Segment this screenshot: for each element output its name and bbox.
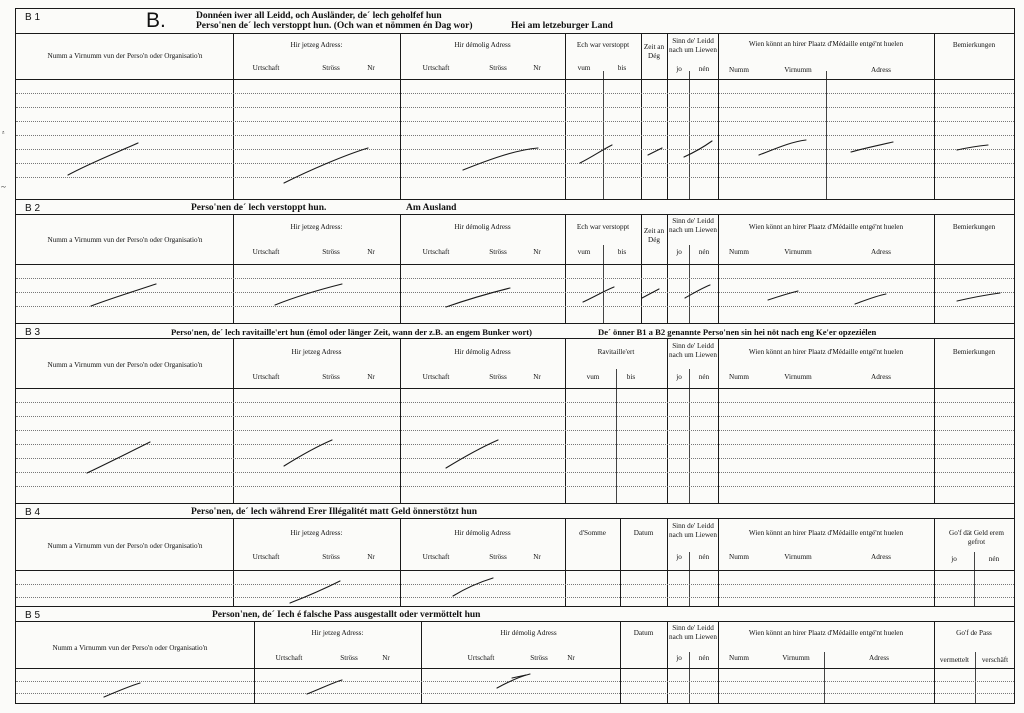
col-remarks-header: Bemierkungen bbox=[952, 41, 996, 49]
sub-nr: Nr bbox=[533, 553, 541, 561]
col-divider bbox=[934, 34, 935, 199]
col-divider bbox=[718, 622, 719, 703]
row-line bbox=[16, 107, 1014, 108]
row-line bbox=[16, 306, 1014, 307]
row-line bbox=[16, 597, 1014, 598]
col-medal-header: Wien könnt an hirer Plaatz d'Médaille entgé'nt huelen bbox=[748, 223, 904, 231]
sub-address: Adress bbox=[871, 248, 891, 256]
col-current-address-header: Hir jetzeg Adress: bbox=[311, 629, 364, 637]
sub-street: Ströss bbox=[489, 64, 507, 72]
section-code: B 2 bbox=[25, 203, 41, 214]
header-body-separator bbox=[16, 570, 1014, 571]
sub-nr: Nr bbox=[382, 654, 390, 662]
col-divider bbox=[565, 339, 566, 503]
col-time-header: Zeit an Dég bbox=[643, 43, 665, 60]
row-line bbox=[16, 402, 1014, 403]
section-b3 bbox=[15, 323, 1015, 504]
col-remarks-header: Bemierkungen bbox=[952, 223, 996, 231]
section-b5 bbox=[15, 606, 1015, 704]
row-line bbox=[16, 93, 1014, 94]
section-title-line2: Perso'nen de´ lech verstoppt hun. (Och wan et nömmen én Dag wor) bbox=[196, 21, 473, 31]
sub-name: Numm bbox=[729, 553, 749, 561]
sub-from: vum bbox=[586, 373, 600, 381]
sub-no: nén bbox=[698, 248, 710, 256]
row-line bbox=[16, 163, 1014, 164]
col-time-header: Zeit an Dég bbox=[643, 227, 665, 244]
col-former-address-header: Hir démolig Adress bbox=[454, 223, 511, 231]
sub-yes: jo bbox=[676, 373, 682, 381]
col-name-header: Numm a Virnumm vun der Perso'n oder Organisatio'n bbox=[47, 52, 203, 60]
col-sense-header: Sinn de' Leidd nach um Liewen bbox=[669, 342, 717, 359]
col-sense-header: Sinn de' Leidd nach um Liewen bbox=[669, 217, 717, 234]
section-code: B 1 bbox=[25, 12, 41, 23]
col-divider bbox=[667, 339, 668, 503]
sub-from: vum bbox=[577, 64, 591, 72]
sub-nr: Nr bbox=[367, 248, 375, 256]
sub-nr: Nr bbox=[367, 373, 375, 381]
scan-edge-mark: ᶻ bbox=[2, 128, 5, 138]
row-line bbox=[16, 121, 1014, 122]
section-b4 bbox=[15, 503, 1015, 607]
col-name-header: Numm a Virnumm vun der Perso'n oder Organisatio'n bbox=[47, 236, 203, 244]
row-line bbox=[16, 292, 1014, 293]
section-title-note: De´ önner B1 a B2 genannte Perso'nen sin hei nöt nach eng Ke'er opzeziélen bbox=[598, 327, 877, 337]
row-line bbox=[16, 177, 1014, 178]
sub-street: Ströss bbox=[322, 553, 340, 561]
sub-name: Numm bbox=[729, 373, 749, 381]
section-b4-header bbox=[16, 504, 1014, 519]
header-body-separator bbox=[16, 264, 1014, 265]
col-former-address-header: Hir démolig Adress bbox=[454, 348, 511, 356]
sub-no: nén bbox=[988, 555, 1000, 563]
section-b3-header bbox=[16, 324, 1014, 339]
section-title-line1: Perso'nen, de´ lech während Erer Illégalitét matt Geld önnerstötzt hun bbox=[191, 507, 478, 517]
sub-locality: Urtschaft bbox=[422, 373, 450, 381]
sub-street: Ströss bbox=[340, 654, 358, 662]
row-line bbox=[16, 458, 1014, 459]
col-sense-header: Sinn de' Leidd nach um Liewen bbox=[669, 522, 717, 539]
col-medal-header: Wien könnt an hirer Plaatz d'Médaille entgé'nt huelen bbox=[748, 629, 904, 637]
col-current-address-header: Hir jetzeg Adress: bbox=[290, 223, 343, 231]
sub-mediated: vermettelt bbox=[939, 656, 970, 664]
col-name-header: Numm a Virnumm vun der Perso'n oder Organisatio'n bbox=[47, 542, 203, 550]
sub-nr: Nr bbox=[567, 654, 575, 662]
row-line bbox=[16, 430, 1014, 431]
col-hidden-header: Ech war verstoppt bbox=[576, 223, 630, 231]
col-money-returned-header: Go'f dät Geld erem gefrot bbox=[949, 529, 1004, 546]
sub-to: bis bbox=[617, 248, 627, 256]
col-divider bbox=[934, 339, 935, 503]
section-code: B 4 bbox=[25, 507, 41, 518]
sub-nr: Nr bbox=[533, 373, 541, 381]
sub-yes: jo bbox=[676, 65, 682, 73]
row-line bbox=[16, 149, 1014, 150]
sub-no: nén bbox=[698, 373, 710, 381]
row-line bbox=[16, 681, 1014, 682]
col-divider bbox=[421, 622, 422, 703]
col-medal-header: Wien könnt an hirer Plaatz d'Médaille entgé'nt huelen bbox=[748, 40, 904, 48]
col-divider bbox=[641, 34, 642, 199]
sub-address: Adress bbox=[869, 654, 889, 662]
header-body-separator bbox=[16, 79, 1014, 80]
col-medal-header: Wien könnt an hirer Plaatz d'Médaille entgé'nt huelen bbox=[748, 348, 904, 356]
sub-firstname: Virnumm bbox=[782, 654, 810, 662]
sub-address: Adress bbox=[871, 553, 891, 561]
col-divider bbox=[667, 519, 668, 606]
subcol-divider bbox=[616, 369, 617, 503]
col-sense-header: Sinn de' Leidd nach um Liewen bbox=[669, 624, 717, 641]
sub-from: vum bbox=[577, 248, 591, 256]
sub-locality: Urtschaft bbox=[275, 654, 303, 662]
sub-no: nén bbox=[698, 654, 710, 662]
sub-yes: jo bbox=[676, 553, 682, 561]
row-line bbox=[16, 135, 1014, 136]
col-divider bbox=[718, 519, 719, 606]
sub-firstname: Virnumm bbox=[784, 373, 812, 381]
section-title-line1: Donnéen iwer all Leidd, och Ausländer, de´ lech geholfef hun bbox=[196, 11, 442, 21]
row-line bbox=[16, 278, 1014, 279]
sub-street: Ströss bbox=[322, 373, 340, 381]
section-title-location: Hei am letzeburger Land bbox=[511, 21, 613, 31]
col-sum-header: d'Somme bbox=[579, 529, 606, 537]
sub-nr: Nr bbox=[533, 248, 541, 256]
form-part-marker: B. bbox=[146, 9, 166, 32]
header-body-separator bbox=[16, 388, 1014, 389]
col-current-address-header: Hir jetzeg Adress bbox=[291, 348, 342, 356]
sub-yes: jo bbox=[676, 654, 682, 662]
sub-firstname: Virnumm bbox=[784, 553, 812, 561]
subcol-divider bbox=[603, 245, 604, 323]
sub-locality: Urtschaft bbox=[252, 373, 280, 381]
sub-street: Ströss bbox=[489, 553, 507, 561]
col-former-address-header: Hir démolig Adress bbox=[454, 41, 511, 49]
sub-locality: Urtschaft bbox=[467, 654, 495, 662]
col-divider bbox=[233, 34, 234, 199]
section-b5-header bbox=[16, 607, 1014, 622]
sub-locality: Urtschaft bbox=[422, 64, 450, 72]
section-b2 bbox=[15, 199, 1015, 324]
col-divider bbox=[400, 339, 401, 503]
row-line bbox=[16, 693, 1014, 694]
sub-street: Ströss bbox=[489, 373, 507, 381]
sub-locality: Urtschaft bbox=[252, 64, 280, 72]
sub-no: nén bbox=[698, 553, 710, 561]
sub-name: Numm bbox=[729, 654, 749, 662]
col-divider bbox=[667, 34, 668, 199]
sub-nr: Nr bbox=[367, 64, 375, 72]
section-b2-header bbox=[16, 200, 1014, 215]
col-hidden-header: Ech war verstoppt bbox=[576, 41, 630, 49]
subcol-divider bbox=[689, 369, 690, 503]
sub-street: Ströss bbox=[322, 248, 340, 256]
col-current-address-header: Hir jetzeg Adress: bbox=[290, 41, 343, 49]
sub-locality: Urtschaft bbox=[422, 553, 450, 561]
sub-locality: Urtschaft bbox=[422, 248, 450, 256]
sub-locality: Urtschaft bbox=[252, 553, 280, 561]
col-divider bbox=[400, 34, 401, 199]
section-code: B 3 bbox=[25, 327, 41, 338]
col-supplied-header: Ravitaille'ert bbox=[597, 348, 635, 356]
col-date-header: Datum bbox=[633, 529, 654, 537]
sub-firstname: Virnumm bbox=[784, 248, 812, 256]
row-line bbox=[16, 444, 1014, 445]
section-title-location: Am Ausland bbox=[406, 203, 457, 213]
header-body-separator bbox=[16, 668, 1014, 669]
sub-name: Numm bbox=[729, 66, 749, 74]
col-name-header: Numm a Virnumm vun der Perso'n oder Organisatio'n bbox=[52, 644, 208, 652]
sub-street: Ströss bbox=[530, 654, 548, 662]
col-name-header: Numm a Virnumm vun der Perso'n oder Organisatio'n bbox=[47, 361, 203, 369]
sub-to: bis bbox=[617, 64, 627, 72]
sub-yes: jo bbox=[676, 248, 682, 256]
sub-locality: Urtschaft bbox=[252, 248, 280, 256]
sub-no: nén bbox=[698, 65, 710, 73]
col-divider bbox=[565, 34, 566, 199]
row-line bbox=[16, 416, 1014, 417]
sub-firstname: Virnumm bbox=[784, 66, 812, 74]
sub-street: Ströss bbox=[322, 64, 340, 72]
sub-address: Adress bbox=[871, 373, 891, 381]
section-title-line1: Perso'nen, de´ lech ravitaille'ert hun (émol oder länger Zeit, wann der z.B. an engem Bunker wort) bbox=[171, 327, 532, 337]
col-remarks-header: Bemierkungen bbox=[952, 348, 996, 356]
sub-to: bis bbox=[626, 373, 636, 381]
section-code: B 5 bbox=[25, 610, 41, 621]
section-b1 bbox=[15, 8, 1015, 200]
col-sense-header: Sinn de' Leidd nach um Liewen bbox=[669, 37, 717, 54]
row-line bbox=[16, 486, 1014, 487]
sub-address: Adress bbox=[871, 66, 891, 74]
sub-issued: verschäft bbox=[981, 656, 1009, 664]
sub-name: Numm bbox=[729, 248, 749, 256]
col-date-header: Datum bbox=[633, 629, 654, 637]
scan-edge-mark: ~ bbox=[1, 182, 6, 192]
sub-street: Ströss bbox=[489, 248, 507, 256]
col-divider bbox=[233, 339, 234, 503]
row-line bbox=[16, 472, 1014, 473]
col-divider bbox=[718, 34, 719, 199]
section-title-line1: Person'nen, de´ Iech é falsche Pass ausgestallt oder vermöttelt hun bbox=[212, 610, 481, 620]
sub-yes: jo bbox=[951, 555, 957, 563]
row-line bbox=[16, 584, 1014, 585]
col-former-address-header: Hir démolig Adress bbox=[454, 529, 511, 537]
col-current-address-header: Hir jetzeg Adress: bbox=[290, 529, 343, 537]
section-title-line1: Perso'nen de´ lech verstoppt hun. bbox=[191, 203, 327, 213]
section-b1-header bbox=[16, 9, 1014, 34]
sub-nr: Nr bbox=[533, 64, 541, 72]
col-divider bbox=[718, 339, 719, 503]
col-pass-header: Go'f de Pass bbox=[956, 629, 992, 637]
col-former-address-header: Hir démolig Adress bbox=[500, 629, 557, 637]
col-medal-header: Wien könnt an hirer Plaatz d'Médaille entgé'nt huelen bbox=[748, 529, 904, 537]
subcol-divider bbox=[824, 652, 825, 703]
sub-nr: Nr bbox=[367, 553, 375, 561]
